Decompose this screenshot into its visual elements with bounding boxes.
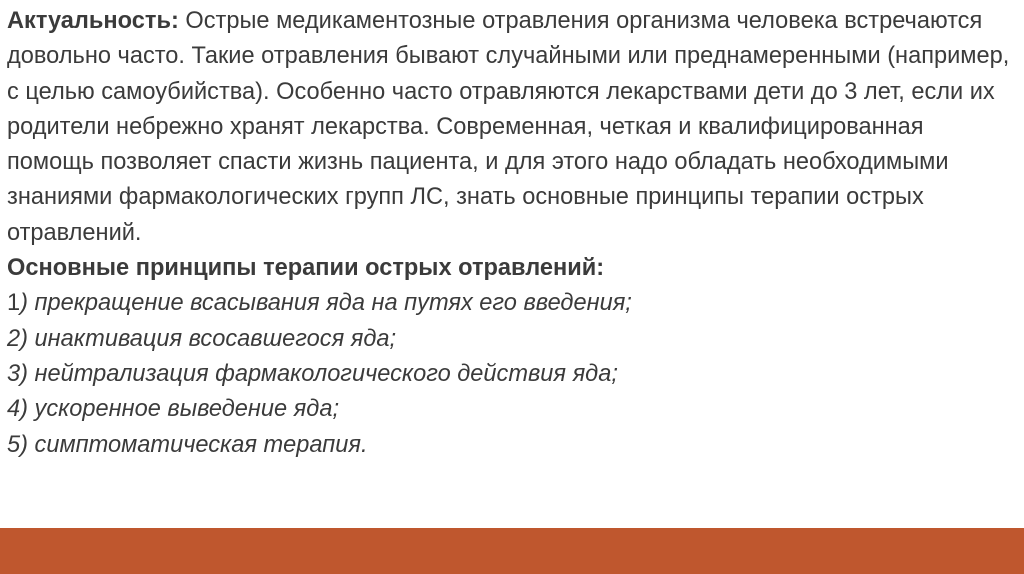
list-item-text: ) инактивация всосавшегося яда; xyxy=(20,325,397,352)
list-item-number: 2 xyxy=(7,325,21,352)
footer-accent-bar xyxy=(0,528,1024,574)
slide-body xyxy=(7,4,1017,463)
relevance-label: Актуальность: xyxy=(7,8,179,34)
list-item-text: ) прекращение всасывания яда на путях его введения; xyxy=(20,290,632,317)
list-item-text: ) нейтрализация фармакологического действия яда; xyxy=(20,360,618,387)
list-item-text: ) ускоренное выведение яда; xyxy=(20,396,339,423)
list-item-number: 1 xyxy=(7,290,21,317)
list-item xyxy=(7,286,1017,321)
list-item xyxy=(7,428,1017,463)
list-item xyxy=(7,357,1017,392)
list-item xyxy=(7,392,1017,427)
list-item-number: 5 xyxy=(7,431,21,458)
list-item-text: ) симптоматическая терапия. xyxy=(20,431,368,458)
list-item xyxy=(7,322,1017,357)
list-item-number: 3 xyxy=(7,360,21,387)
principles-heading: Основные принципы терапии острых отравлений: xyxy=(7,255,605,282)
relevance-paragraph xyxy=(7,4,1017,251)
list-item-number: 4 xyxy=(7,396,21,423)
relevance-text: Острые медикаментозные отравления организма человека встречаются довольно часто. Такие отравления бывают случайными или преднамеренными (например, с целью самоубийства). Особенно часто отравляются лекарствами дети до 3 лет, если их родители небрежно хранят лекарства. Современная, четкая и квалифицированная помощь позволяет спасти жизнь пациента, и для этого надо обладать необходимыми знаниями фармакологических групп ЛС, знать основные принципы терапии острых отравлений. xyxy=(7,8,1010,246)
principles-list xyxy=(7,286,1017,462)
